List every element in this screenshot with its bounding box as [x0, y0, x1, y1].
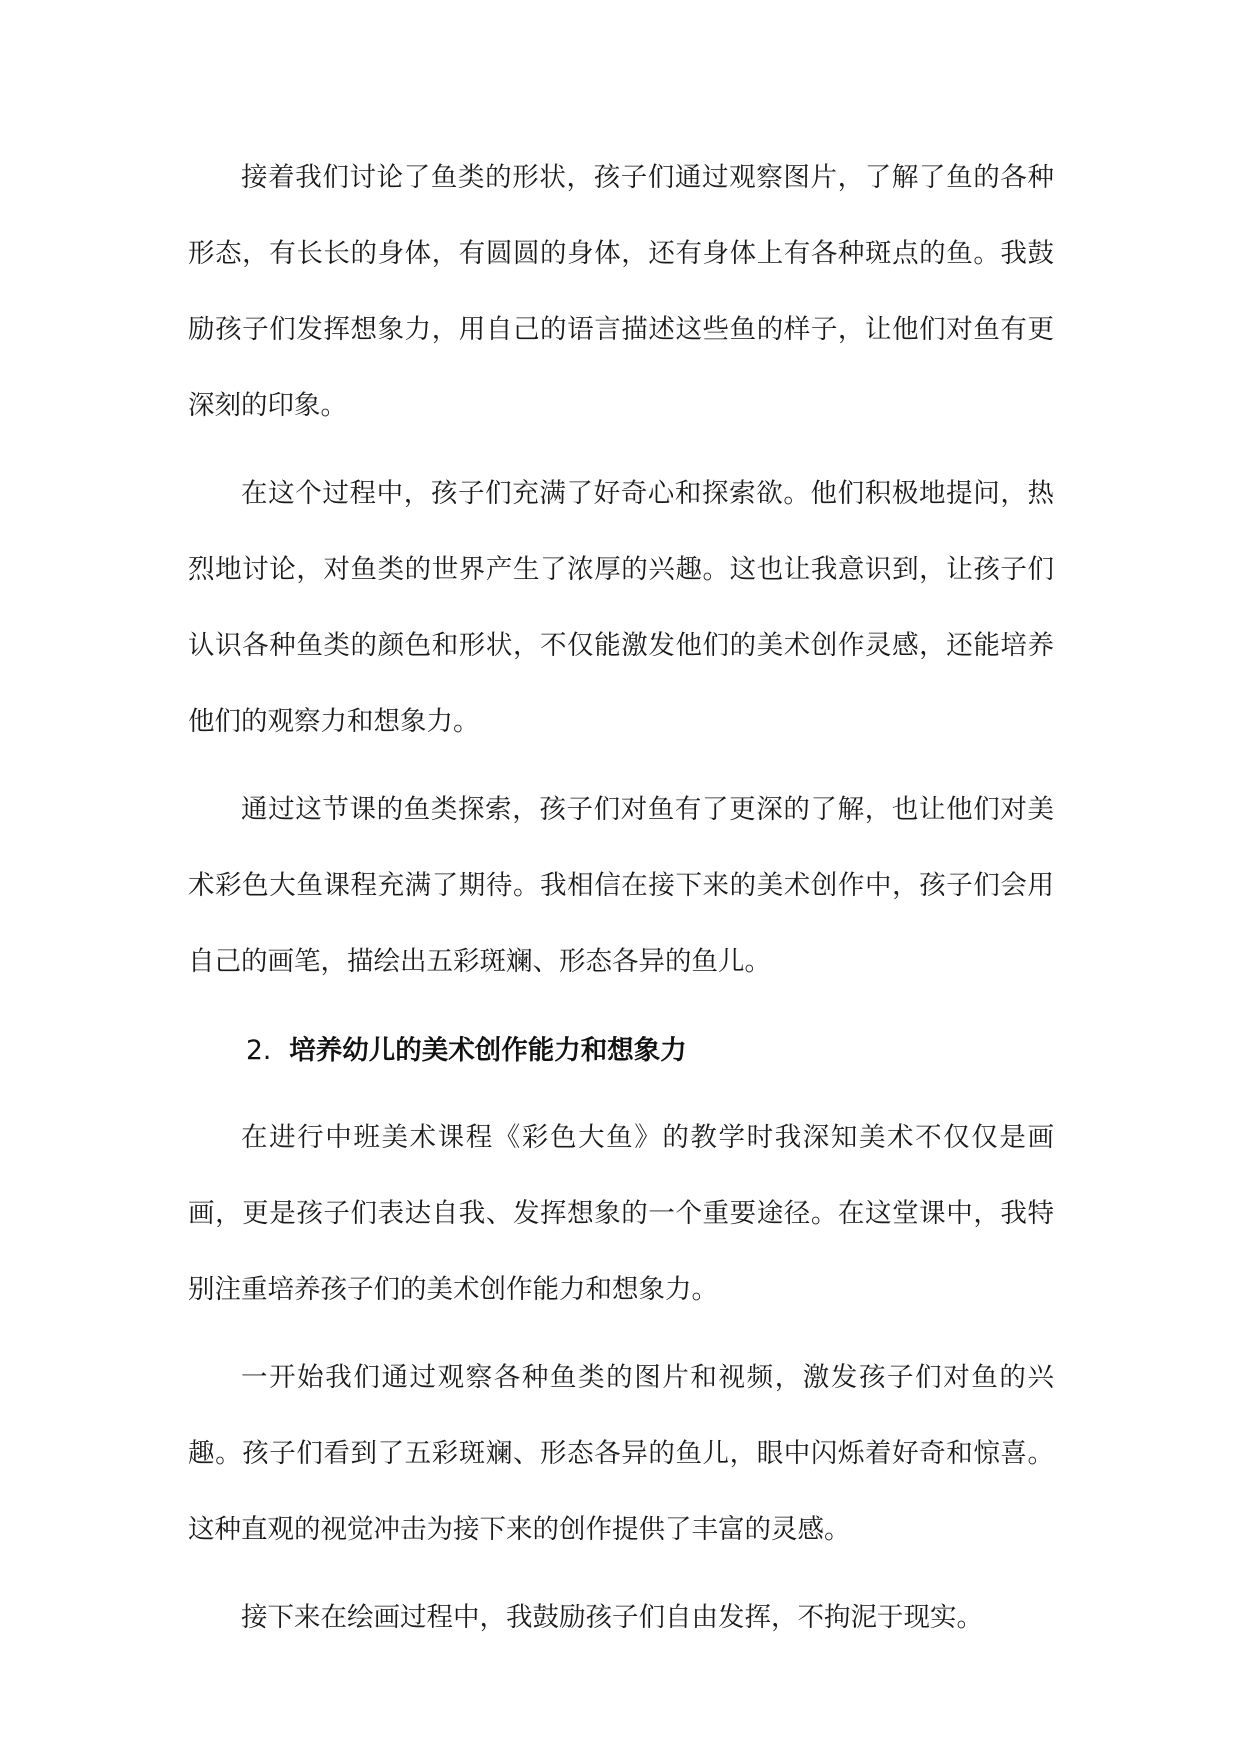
body-paragraph: 接着我们讨论了鱼类的形状，孩子们通过观察图片，了解了鱼的各种形态，有长长的身体，有圆圆的身体，还有身体上有各种斑点的鱼。我鼓励孩子们发挥想象力，用自己的语言描述这些鱼的样子，让他们对鱼有更深刻的印象。 — [188, 162, 1054, 421]
body-paragraph: 在进行中班美术课程《彩色大鱼》的教学时我深知美术不仅仅是画画，更是孩子们表达自我、发挥想象的一个重要途径。在这堂课中，我特别注重培养孩子们的美术创作能力和想象力。 — [188, 1122, 1054, 1305]
body-paragraph: 接下来在绘画过程中，我鼓励孩子们自由发挥，不拘泥于现实。 — [241, 1602, 983, 1633]
document-body — [188, 140, 1054, 1668]
body-paragraph: 一开始我们通过观察各种鱼类的图片和视频，激发孩子们对鱼的兴趣。孩子们看到了五彩斑斓、形态各异的鱼儿，眼中闪烁着好奇和惊喜。这种直观的视觉冲击为接下来的创作提供了丰富的灵感。 — [188, 1362, 1054, 1545]
section-heading — [188, 1014, 1054, 1088]
section-number: 2. — [246, 1035, 272, 1066]
section-title: 培养幼儿的美术创作能力和想象力 — [289, 1035, 687, 1066]
body-paragraph: 通过这节课的鱼类探索，孩子们对鱼有了更深的了解，也让他们对美术彩色大鱼课程充满了期待。我相信在接下来的美术创作中，孩子们会用自己的画笔，描绘出五彩斑斓、形态各异的鱼儿。 — [188, 794, 1054, 977]
body-paragraph: 在这个过程中，孩子们充满了好奇心和探索欲。他们积极地提问，热烈地讨论，对鱼类的世界产生了浓厚的兴趣。这也让我意识到，让孩子们认识各种鱼类的颜色和形状，不仅能激发他们的美术创作灵感，还能培养他们的观察力和想象力。 — [188, 478, 1054, 737]
